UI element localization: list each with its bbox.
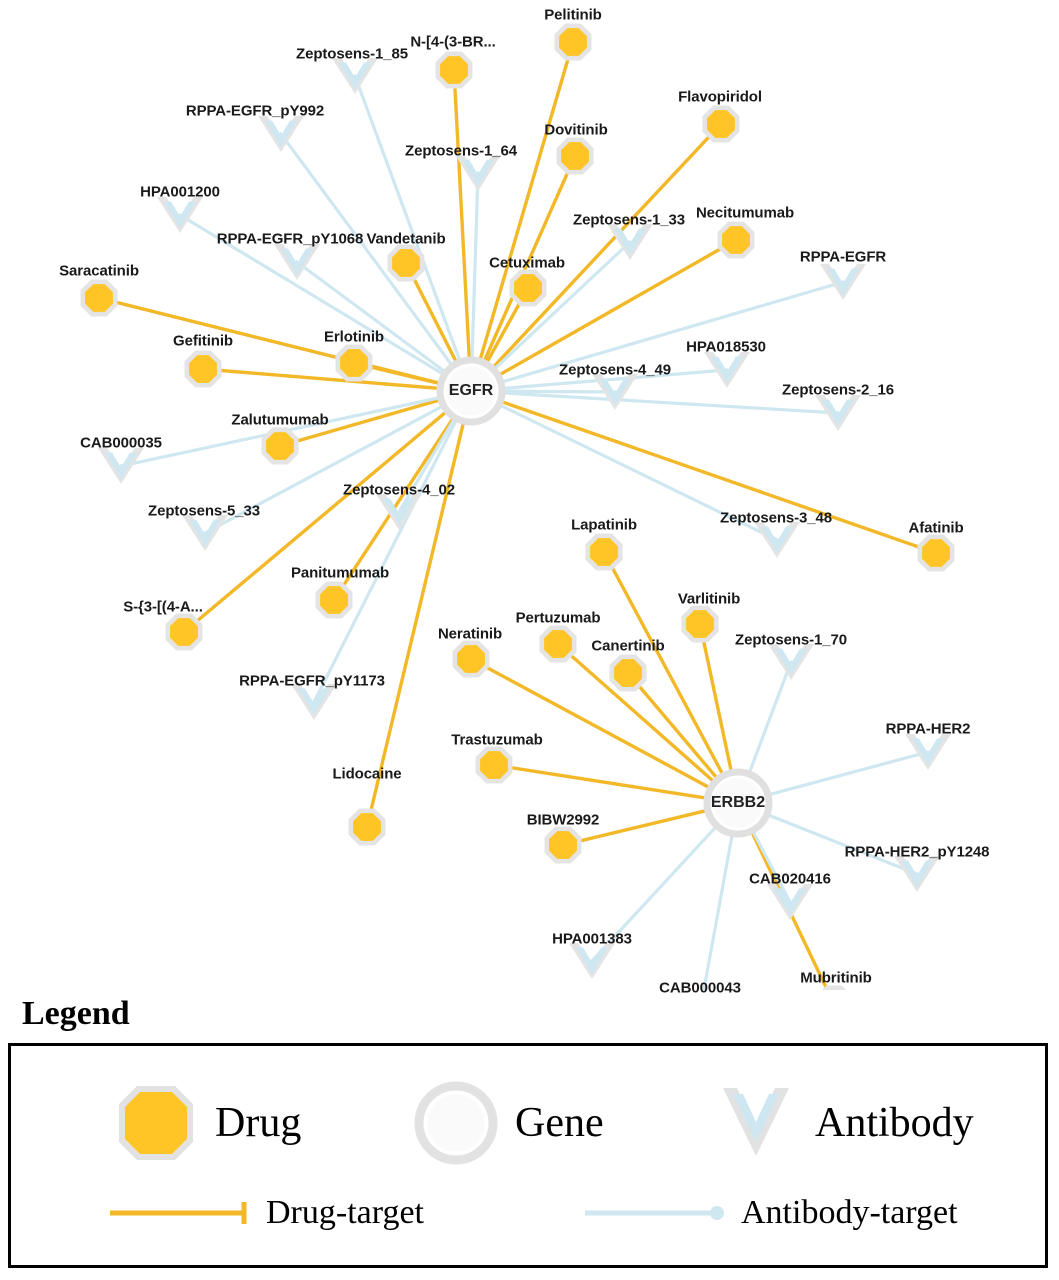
legend-title: Legend: [22, 995, 130, 1032]
drug-node[interactable]: [353, 813, 381, 841]
drug-node-label: Cetuximab: [489, 254, 565, 272]
gene-node-label: EGFR: [448, 382, 494, 399]
drug-node[interactable]: [266, 432, 294, 460]
drug-node-label: Saracatinib: [59, 262, 139, 280]
drug-node[interactable]: [189, 355, 217, 383]
edge-drug-target: [628, 673, 716, 777]
drug-node[interactable]: [392, 249, 420, 277]
antibody-node-label: RPPA-EGFR: [799, 248, 887, 266]
drug-node[interactable]: [544, 630, 572, 658]
drug-node-label: Lidocaine: [332, 765, 402, 783]
antibody-node-label: Zeptosens-5_33: [148, 502, 260, 520]
drug-node-label: Neratinib: [437, 625, 503, 643]
drug-node-label: Pelitinib: [544, 6, 602, 24]
drug-node-label: Trastuzumab: [451, 731, 543, 749]
edge-antibody-target: [505, 391, 615, 392]
antibody-node-label: RPPA-EGFR_pY1068: [216, 230, 364, 248]
antibody-node-label: HPA001200: [140, 183, 220, 201]
legend-label-drug: Drug: [215, 1100, 302, 1146]
edge-drug-target: [454, 70, 469, 357]
drug-node-label: Zalutumumab: [231, 411, 329, 429]
legend-item-gene: [411, 1078, 604, 1168]
legend-label-gene: Gene: [515, 1100, 604, 1146]
legend-item-antibody: [711, 1078, 974, 1168]
drug-node-label: Erlotinib: [324, 328, 384, 346]
drug-node[interactable]: [457, 645, 485, 673]
legend-shape-row: [11, 1064, 1045, 1174]
antibody-node-label: RPPA-HER2_pY1248: [844, 843, 990, 861]
antibody-node-label: Zeptosens-1_64: [405, 142, 517, 160]
drug-node[interactable]: [85, 284, 113, 312]
edge-drug-target: [700, 624, 731, 770]
antibody-node-label: CAB020416: [749, 870, 831, 888]
antibody-node-label: Zeptosens-4_02: [343, 481, 455, 499]
legend-item-drug-target: [106, 1194, 424, 1232]
edge-antibody-target: [750, 662, 791, 771]
drug-node[interactable]: [340, 349, 368, 377]
drug-node[interactable]: [707, 110, 735, 138]
drug-node-label: Panitumumab: [290, 564, 390, 582]
drug-node[interactable]: [561, 142, 589, 170]
drug-node[interactable]: [514, 274, 542, 302]
drug-node[interactable]: [722, 226, 750, 254]
drug-node[interactable]: [170, 618, 198, 646]
drug-node-label: Canertinib: [591, 637, 665, 655]
drug-node-label: S-{3-[(4-A...: [123, 598, 203, 616]
edge-antibody-target: [472, 173, 478, 357]
antibody-node-label: Zeptosens-1_70: [735, 631, 847, 649]
drug-node-label: Afatinib: [908, 519, 964, 537]
antibody-target-edge-icon: [581, 1196, 731, 1230]
drug-node[interactable]: [590, 538, 618, 566]
drug-node[interactable]: [559, 28, 587, 56]
legend-edge-row: [11, 1194, 1045, 1254]
antibody-node-label: CAB000043: [659, 979, 741, 997]
edge-antibody-target: [771, 752, 928, 794]
legend-label-drug-target: Drug-target: [266, 1194, 424, 1231]
legend-label-antibody: Antibody: [815, 1100, 974, 1146]
antibody-icon: [711, 1078, 801, 1168]
drug-target-edge-icon: [106, 1196, 256, 1230]
drug-node[interactable]: [549, 831, 577, 859]
edge-drug-target: [494, 765, 704, 798]
antibody-node-label: CAB000035: [80, 434, 162, 452]
edge-antibody-target: [700, 836, 732, 990]
drug-icon: [111, 1078, 201, 1168]
drug-node-label: Necitumumab: [695, 204, 795, 222]
gene-node-label: ERBB2: [710, 794, 766, 811]
drug-node-label: Varlitinib: [677, 590, 741, 608]
drug-node[interactable]: [480, 751, 508, 779]
drug-node[interactable]: [922, 539, 950, 567]
antibody-node-label: RPPA-EGFR_pY1173: [239, 672, 385, 690]
drug-node-label: Dovitinib: [544, 121, 608, 139]
drug-node-label: N-[4-(3-BR...: [410, 33, 496, 51]
drug-node-label: Mubritinib: [800, 969, 872, 987]
edge-drug-target: [503, 402, 936, 553]
drug-node-label: Flavopiridol: [678, 88, 762, 106]
legend-item-antibody-target: [581, 1194, 958, 1232]
drug-node-label: Gefitinib: [173, 332, 233, 350]
antibody-node-label: Zeptosens-1_85: [296, 45, 408, 63]
gene-icon: [411, 1078, 501, 1168]
antibody-node-label: HPA001383: [552, 930, 632, 948]
antibody-node-label: RPPA-HER2: [885, 720, 971, 738]
antibody-node-label: Zeptosens-2_16: [782, 381, 894, 399]
edge-drug-target: [494, 121, 721, 366]
legend-box: [8, 1043, 1048, 1268]
antibody-node-label: Zeptosens-3_48: [720, 509, 832, 527]
edge-drug-target: [481, 42, 573, 358]
legend-item-drug: [111, 1078, 301, 1168]
drug-node[interactable]: [440, 56, 468, 84]
antibody-node-label: RPPA-EGFR_pY992: [185, 102, 325, 120]
antibody-node-label: HPA018530: [686, 338, 766, 356]
drug-node-label: Pertuzumab: [515, 609, 601, 627]
edge-drug-target: [203, 369, 437, 388]
edge-antibody-target: [504, 282, 843, 381]
drug-node[interactable]: [686, 610, 714, 638]
drug-node[interactable]: [320, 586, 348, 614]
antibody-node-label: Zeptosens-4_49: [559, 361, 671, 379]
drug-node-label: Lapatinib: [571, 516, 637, 534]
antibody-node-label: Zeptosens-1_33: [573, 211, 685, 229]
drug-node[interactable]: [614, 659, 642, 687]
legend-label-antibody-target: Antibody-target: [741, 1194, 958, 1231]
drug-node-label: BIBW2992: [526, 811, 600, 829]
drug-node-label: Vandetanib: [366, 230, 446, 248]
